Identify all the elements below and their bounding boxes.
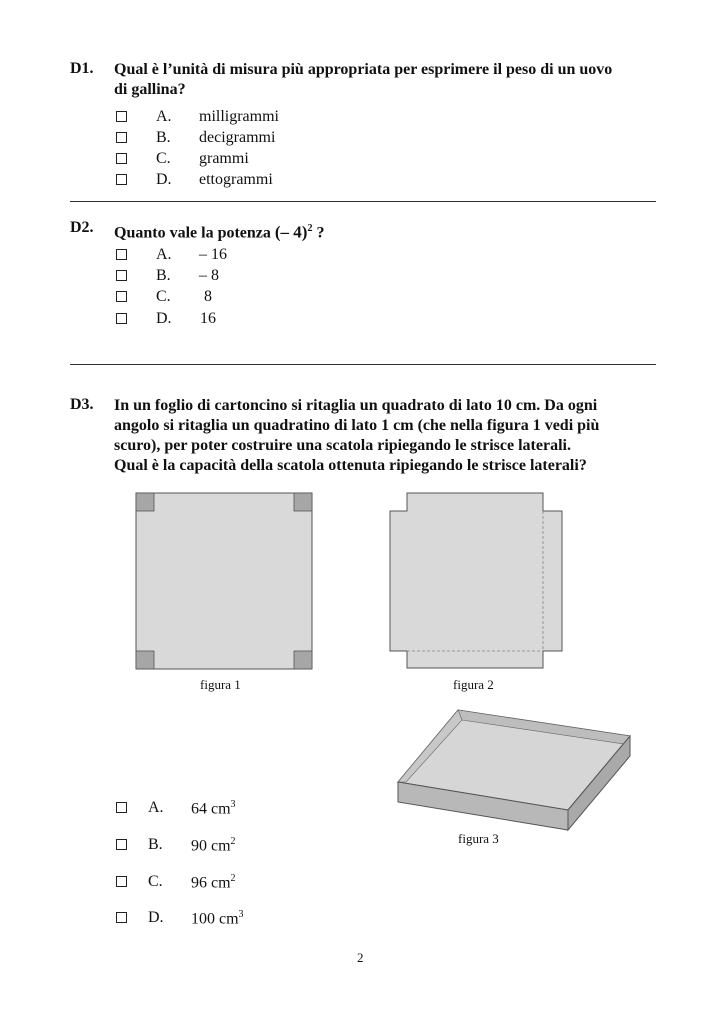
corner-square [136,651,154,669]
checkbox[interactable] [116,313,127,324]
question-suffix: ? [312,224,325,242]
checkbox[interactable] [116,111,127,122]
figure-3-diagram [396,708,636,833]
option-letter: D. [148,909,164,926]
option-value [191,799,236,818]
checkbox[interactable] [116,153,127,164]
checkbox[interactable] [116,291,127,302]
option-letter: B. [156,267,171,284]
question-prefix: Quanto vale la potenza [114,224,275,242]
option-letter: C. [148,873,163,890]
option-letter: A. [156,108,172,125]
page-number: 2 [357,950,364,965]
option-text: grammi [199,150,249,167]
option-text: ettogrammi [199,171,273,188]
divider [70,201,656,202]
checkbox[interactable] [116,912,127,923]
option-text: – 8 [199,267,219,284]
checkbox[interactable] [116,132,127,143]
checkbox[interactable] [116,174,127,185]
cut-shape [390,493,562,668]
checkbox[interactable] [116,270,127,281]
option-text: 8 [204,288,212,305]
checkbox[interactable] [116,876,127,887]
option-text: milligrammi [199,108,279,125]
option-letter: A. [148,799,164,816]
option-value [191,836,236,855]
question-text-d1 [114,60,656,100]
question-number-d2: D2. [70,219,94,236]
option-value [191,873,236,892]
question-number-d1: D1. [70,60,94,77]
question-number-d3: D3. [70,396,94,413]
divider [70,364,656,365]
option-letter: C. [156,150,171,167]
option-exponent: 2 [230,873,236,884]
question-line: Qual è l’unità di misura più appropriata per esprimere il peso di un uovo [114,61,613,78]
question-line: Qual è la capacità della scatola ottenuta ripiegando le strisce laterali? [114,457,587,474]
option-exponent: 2 [230,836,236,847]
option-text: decigrammi [199,129,276,146]
figure-1-caption: figura 1 [200,677,241,692]
option-letter: D. [156,171,172,188]
power-base: (– 4) [274,222,308,242]
option-letter: B. [156,129,171,146]
question-text-d2 [114,219,324,243]
question-line: angolo si ritaglia un quadratino di lato 1 cm (che nella figura 1 vedi più [114,417,600,434]
corner-square [294,651,312,669]
corner-square [294,493,312,511]
cardboard-square [136,493,312,669]
option-letter: C. [156,288,171,305]
option-letter: B. [148,836,163,853]
option-exponent: 3 [238,909,244,920]
question-line: In un foglio di cartoncino si ritaglia un quadrato di lato 10 cm. Da ogni [114,397,598,414]
option-value [191,909,244,928]
option-text: 16 [200,310,216,327]
option-exponent: 3 [230,799,236,810]
question-line: di gallina? [114,81,186,98]
question-text-d3 [114,396,656,476]
figure-1-diagram [135,492,315,672]
corner-square [136,493,154,511]
option-text: – 16 [199,246,227,263]
option-text: 100 cm [191,910,239,928]
option-text: 96 cm [191,874,231,892]
checkbox[interactable] [116,839,127,850]
checkbox[interactable] [116,249,127,260]
option-text: 64 cm [191,800,231,818]
option-letter: D. [156,310,172,327]
figure-2-caption: figura 2 [453,677,494,692]
option-letter: A. [156,246,172,263]
figure-2-diagram [385,492,565,672]
power-exponent: 2 [307,223,313,234]
figure-3-caption: figura 3 [458,831,499,846]
checkbox[interactable] [116,802,127,813]
question-line: scuro), per poter costruire una scatola ripiegando le strisce laterali. [114,437,571,454]
option-text: 90 cm [191,837,231,855]
